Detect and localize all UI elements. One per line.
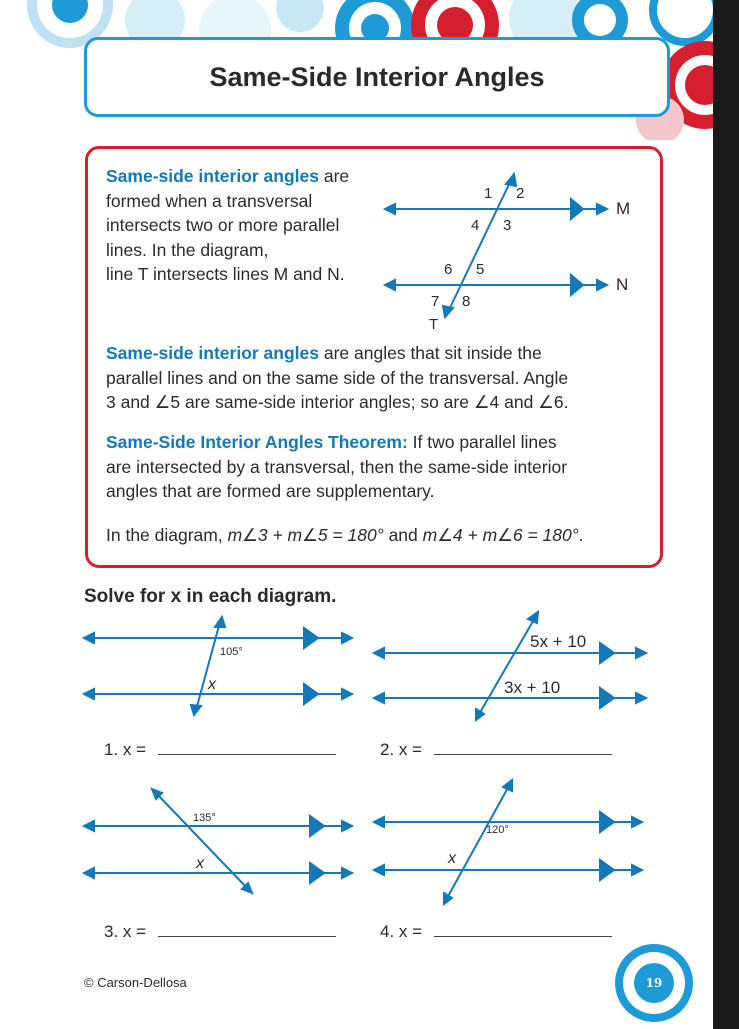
problem-2-answer [380,740,612,760]
angle-label: 4 [471,217,480,234]
exercises-heading: Solve for x in each diagram. [84,586,337,607]
angle-label: 8 [462,293,471,310]
angle-label: 3 [503,217,512,234]
parallel-lines-diagram [370,172,660,340]
angle-label: 2 [516,185,525,202]
definition-line-2: parallel lines and on the same side of the transversal. Angle [106,367,569,388]
intro-line-4: lines. In the diagram, [106,239,269,260]
problem-1-answer [104,740,336,760]
problem-4-diagram [370,776,660,908]
intro-text [106,164,349,287]
theorem-line-2: are intersected by a transversal, then the same-side interior [106,456,568,477]
problem-1-label: 1. x = [104,740,147,759]
copyright: © Carson-Dellosa [84,975,187,990]
problem-4-top-angle: 120° [486,824,509,836]
angle-label: 7 [431,293,440,310]
problem-3-top-angle: 135° [193,812,216,824]
definition-line-1: are angles that sit inside the [319,343,542,363]
theorem-term: Same-Side Interior Angles Theorem: [106,432,408,452]
line-n-label: N [616,275,629,294]
example-equation-1: m∠3 + m∠5 = 180° [227,525,384,545]
angle-label: 6 [444,261,453,278]
intro-line-2: formed when a transversal [106,190,313,211]
arrow-left-icon [385,280,395,290]
problem-3-diagram [80,785,360,900]
problem-3-answer [104,922,336,942]
title-box [84,37,670,117]
problem-3-bottom-angle: x [196,855,204,872]
example-and: and [383,525,423,545]
definition-term: Same-side interior angles [106,343,319,363]
definition-line-3: 3 and ∠5 are same-side interior angles; so are ∠4 and ∠6. [106,392,569,412]
theorem-text [106,430,567,504]
problem-3-label: 3. x = [104,922,147,941]
intro-line-3: intersects two or more parallel [106,215,340,235]
intro-term: Same-side interior angles [106,166,319,186]
problem-1-diagram [80,612,360,722]
problem-2-label: 2. x = [380,740,423,759]
answer-blank[interactable] [434,740,612,755]
viewer-edge [713,0,739,1029]
definition-text [106,341,568,415]
problem-1-bottom-angle: x [208,676,216,693]
angle-label: 1 [484,185,493,202]
problem-4-bottom-angle: x [448,850,456,867]
problem-2-top-angle: 5x + 10 [530,632,587,651]
problem-1-top-angle: 105° [220,646,243,658]
intro-line-1: are [319,166,350,186]
arrow-right-icon [571,275,583,295]
arrow-right-icon [597,204,607,214]
example-equation-2: m∠4 + m∠6 = 180° [422,525,579,545]
line-m-label: M [616,199,631,218]
answer-blank[interactable] [158,922,336,937]
intro-line-5: line T intersects lines M and N. [106,264,345,284]
theorem-line-3: angles that are formed are supplementary. [106,481,435,501]
arrow-right-icon [571,199,583,219]
arrow-up-icon [506,174,516,186]
page-number: 19 [634,963,674,1003]
problem-4-answer [380,922,612,942]
arrow-down-icon [443,306,453,317]
problem-4-label: 4. x = [380,922,423,941]
problem-2-bottom-angle: 3x + 10 [504,678,561,697]
line-t-label: T [429,316,439,333]
page-title: Same-Side Interior Angles [209,61,545,92]
example-lead: In the diagram, [106,525,228,545]
answer-blank[interactable] [434,922,612,937]
problem-2-diagram [370,608,660,726]
theorem-line-1: If two parallel lines [407,432,557,452]
answer-blank[interactable] [158,740,336,755]
example-text [106,523,584,548]
arrow-right-icon [597,280,607,290]
page-number-badge [615,944,693,1022]
example-end: . [578,525,584,545]
arrow-left-icon [385,204,395,214]
angle-label: 5 [476,261,485,278]
